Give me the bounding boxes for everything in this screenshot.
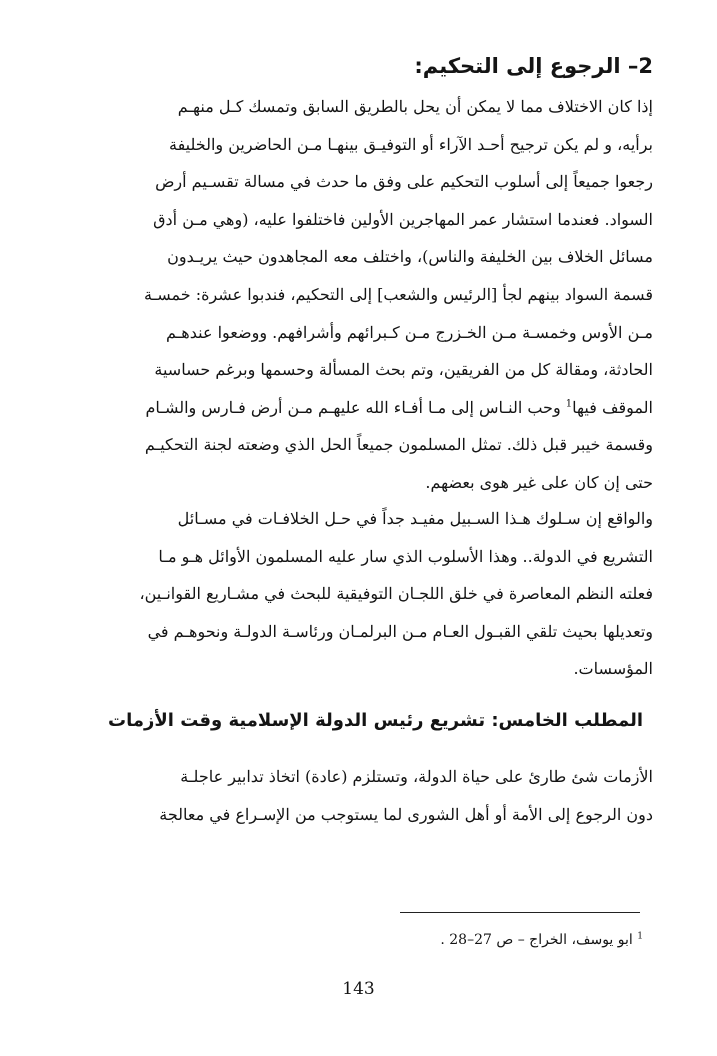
text-line: والواقع إن سـلوك هـذا السـبيل مفيـد جداً في حـل الخلافـات في مسـائل (177, 509, 653, 528)
text-line: دون الرجوع إلى الأمة أو أهل الشورى لما يستوجب من الإسـراع في معالجة (159, 804, 653, 824)
text-line: مـن الأوس وخمسـة مـن الخـزرج مـن كـبرائهم وأشرافهم. ووضعوا عندهـم (165, 322, 653, 342)
page-number: 143 (342, 979, 375, 999)
footnote-number: 1 (637, 931, 643, 942)
paragraph-arbitration (73, 88, 653, 502)
subsection-heading: 2– الرجوع إلى التحكيم: (414, 54, 653, 78)
footnote (83, 928, 643, 952)
paragraph-reality (73, 500, 653, 688)
text-line: وقسمة خيبر قبل ذلك. تمثل المسلمون جميعاً الحل الذي وضعته لجنة التحكيـم (144, 435, 653, 455)
text-line: وتعديلها بحيث تلقي القبـول العـام مـن البرلمـان ورئاسـة الدولـة ونحوهـم في (147, 621, 653, 641)
text-line: السواد. فعندما استشار عمر المهاجرين الأولين فاختلفوا عليه، (وهي مـن أدق (153, 209, 653, 229)
section-heading: المطلب الخامس: تشريع رئيس الدولة الإسلامية وقت الأزمات (108, 710, 643, 731)
text-line: قسمة السواد بينهم لجأ [الرئيس والشعب] إلى التحكيم، فندبوا عشرة: خمسـة (143, 284, 653, 304)
text-line: رجعوا جميعاً إلى أسلوب التحكيم على وفق ما حدث في مسالة تقسـيم أرض (155, 172, 653, 192)
paragraph-crises (73, 758, 653, 833)
footnote-text: ابو يوسف، الخراج – ص 27–28 . (440, 932, 633, 948)
text-line: مسائل الخلاف بين الخليفة والناس)، واختلف معه المجاهدون حيث يريـدون (167, 247, 653, 267)
footnote-reference: 1 (565, 398, 573, 410)
text-line: الحادثة، ومقالة كل من الفريقين، وتم بحث المسألة وحسمها وبرغم حساسية (154, 360, 653, 380)
text-line: الأزمات شئ طارئ على حياة الدولة، وتستلزم (عادة) اتخاذ تدابير عاجلـة (180, 767, 653, 786)
text-segment: وحب النـاس إلى مـا أفـاء الله عليهـم مـن أرض فـارس والشـام (145, 397, 561, 417)
text-line: فعلته النظم المعاصرة في خلق اللجـان التوفيقية للبحث في مشـاريع القوانـين، (139, 584, 653, 604)
text-line: التشريع في الدولة.. وهذا الأسلوب الذي سار عليه المسلمون الأوائل هـو مـا (158, 546, 653, 566)
text-segment: الموقف فيها (572, 397, 653, 417)
text-line: حتى إن كان على غير هوى بعضهم. (425, 472, 653, 492)
text-line: المؤسسات. (573, 659, 653, 679)
text-line: إذا كان الاختلاف مما لا يمكن أن يحل بالطريق السابق وتمسك كـل منهـم (177, 97, 653, 116)
footnote-divider (400, 912, 640, 913)
text-line: برأيه، و لم يكن ترجيح أحـد الآراء أو التوفيـق بينهـا مـن الحاضرين والخليفة (168, 134, 653, 154)
text-line-with-footnote (73, 389, 653, 427)
